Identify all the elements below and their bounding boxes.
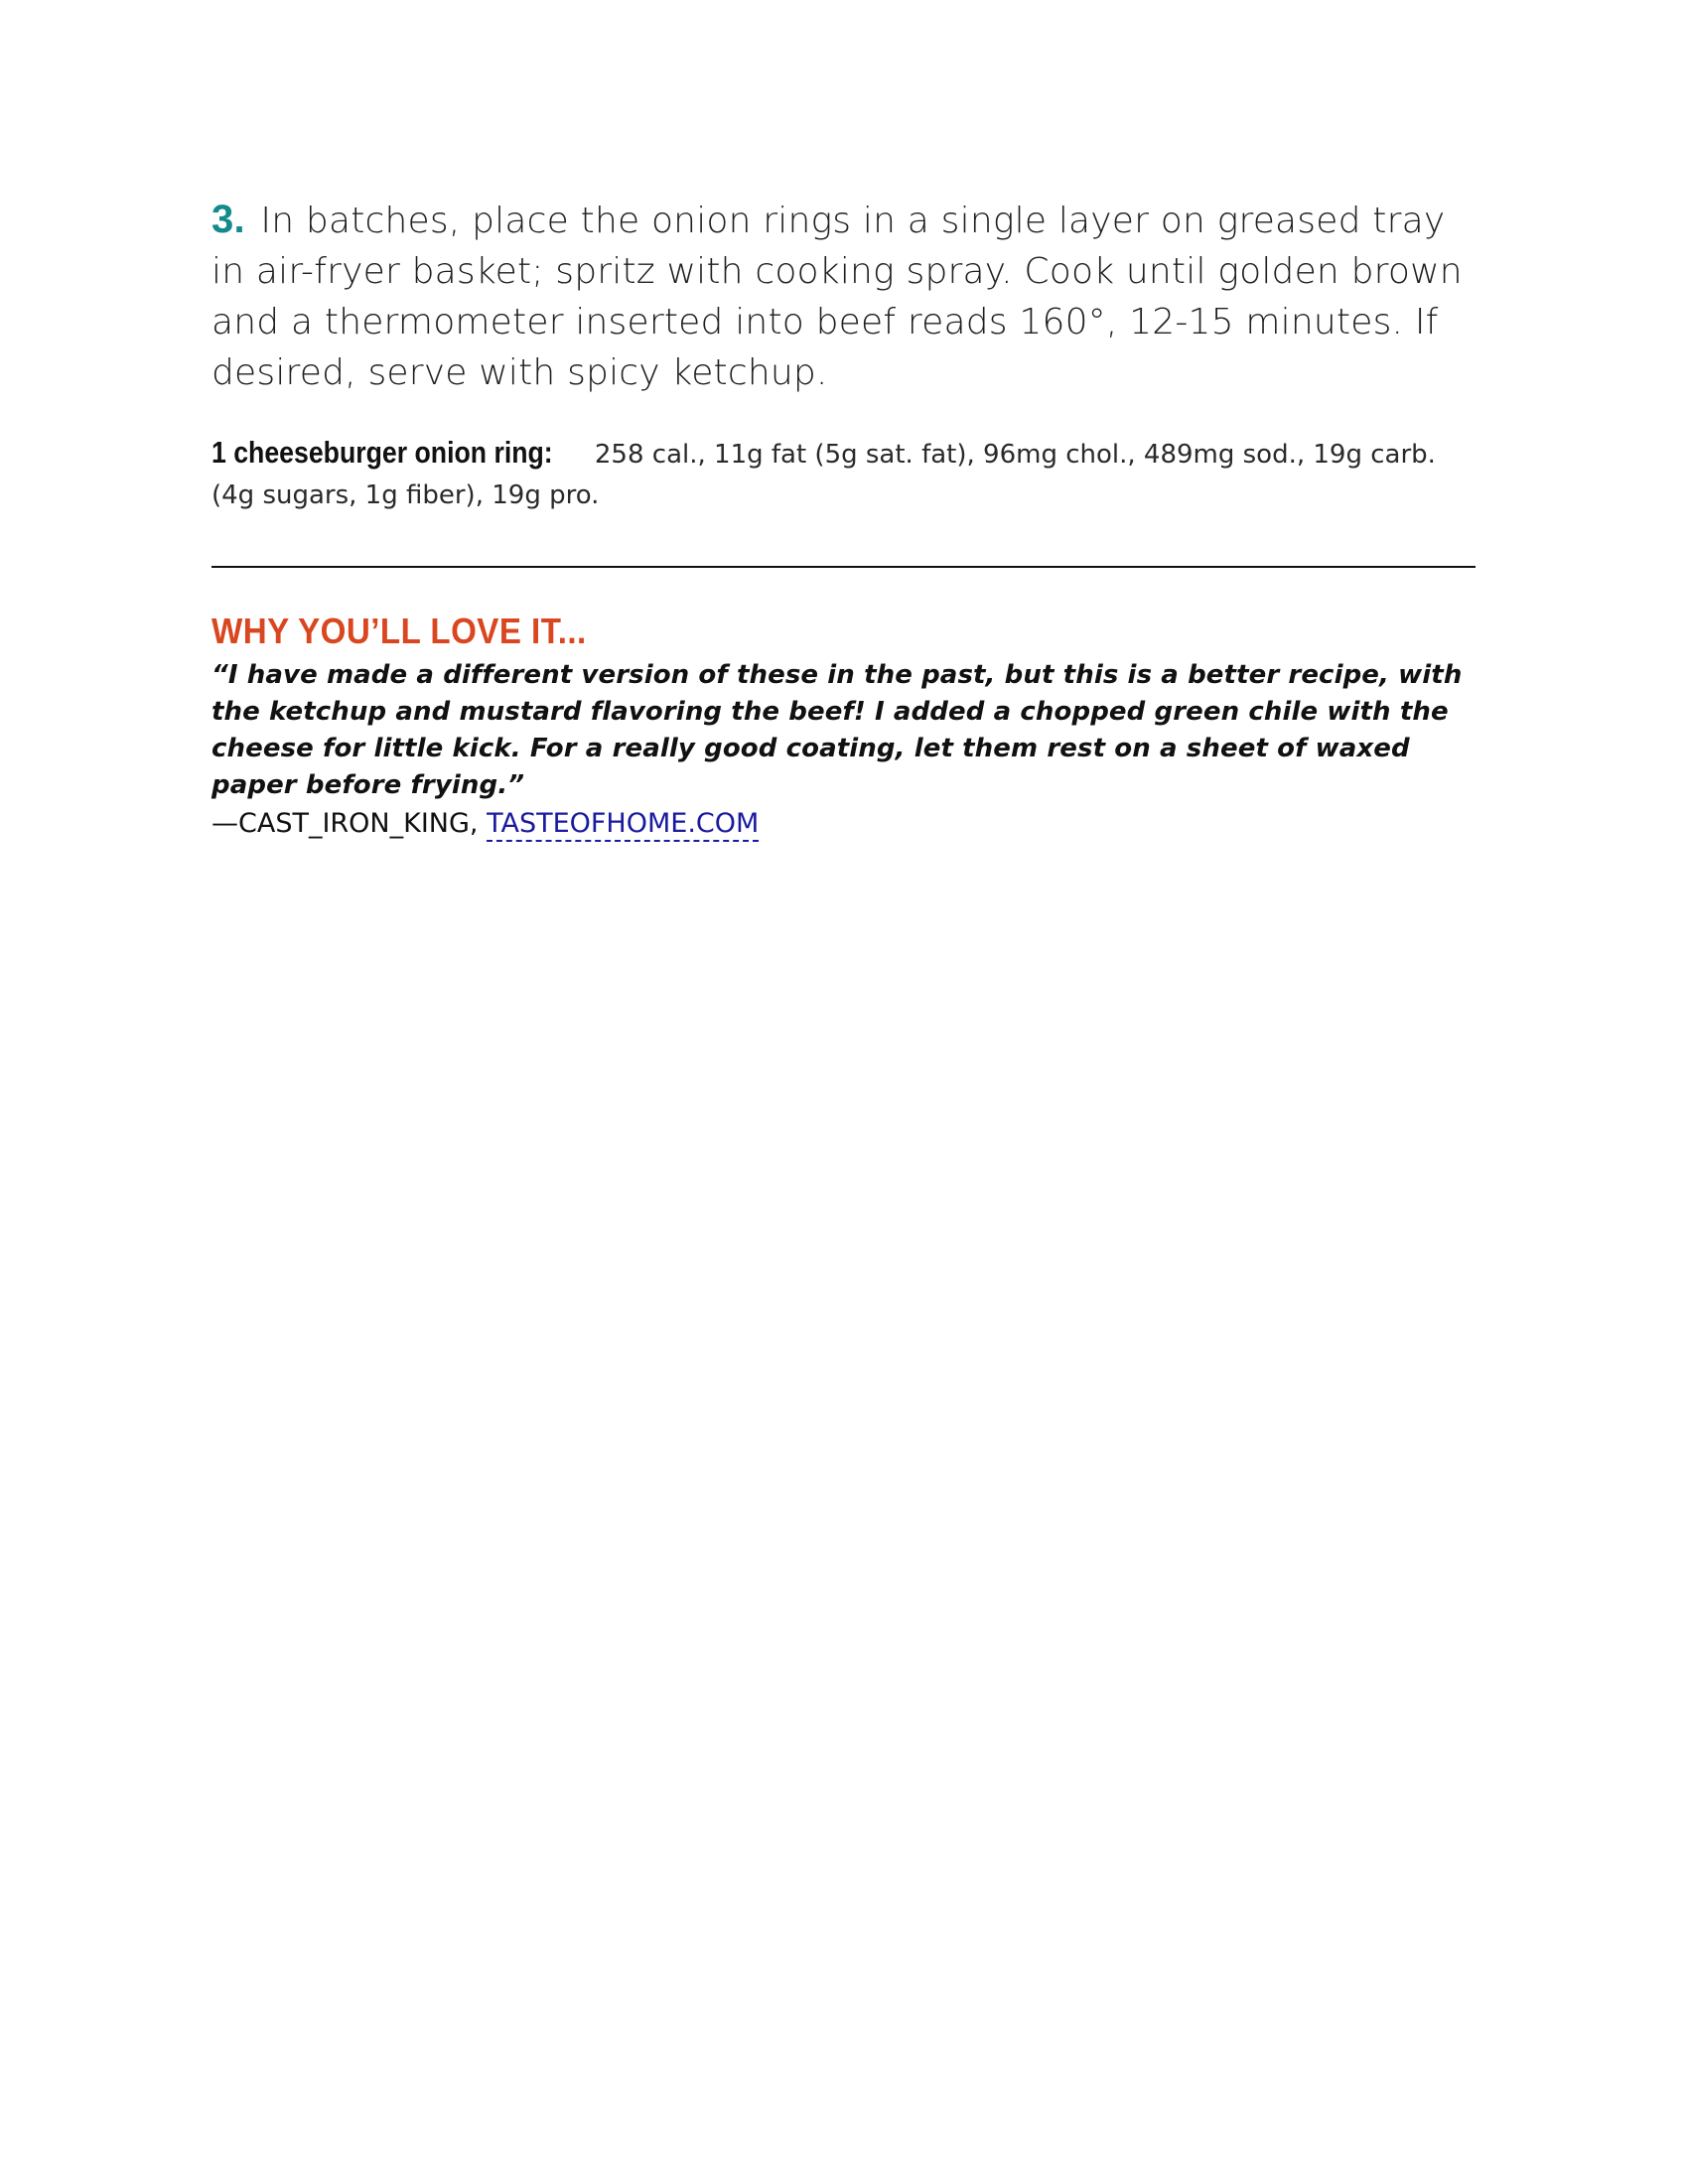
recipe-page-content bbox=[211, 195, 1476, 844]
nutrition-facts bbox=[211, 432, 1476, 516]
review-heading: WHY YOU’LL LOVE IT... bbox=[211, 611, 587, 651]
nutrition-label: 1 cheeseburger onion ring: bbox=[211, 435, 553, 470]
step-number: 3. bbox=[211, 198, 245, 241]
review-author: —CAST_IRON_KING, bbox=[211, 808, 488, 839]
nutrition-values: 258 cal., 11g fat (5g sat. fat), 96mg chol., 489mg sod., 19g carb. (4g sugars, 1g fiber), 19g pro. bbox=[211, 440, 1436, 510]
step-text: In batches, place the onion rings in a single layer on greased tray in air-fryer basket; spritz with cooking spray. Cook until golden brown and a thermometer inserted into beef reads 160°, 12-15 minutes. If desired, serve with spicy ketchup. bbox=[211, 201, 1463, 393]
instruction-step bbox=[211, 195, 1476, 398]
review-quote: “I have made a different version of these in the past, but this is a better recipe, with the ketchup and mustard flavoring the beef! I added a chopped green chile with the cheese for little kick. For a really good coating, let them rest on a sheet of waxed paper before frying.” bbox=[211, 660, 1463, 800]
section-divider bbox=[211, 566, 1476, 568]
review-attribution bbox=[211, 804, 1476, 844]
site-link[interactable]: TASTEOFHOME.COM bbox=[487, 808, 759, 842]
